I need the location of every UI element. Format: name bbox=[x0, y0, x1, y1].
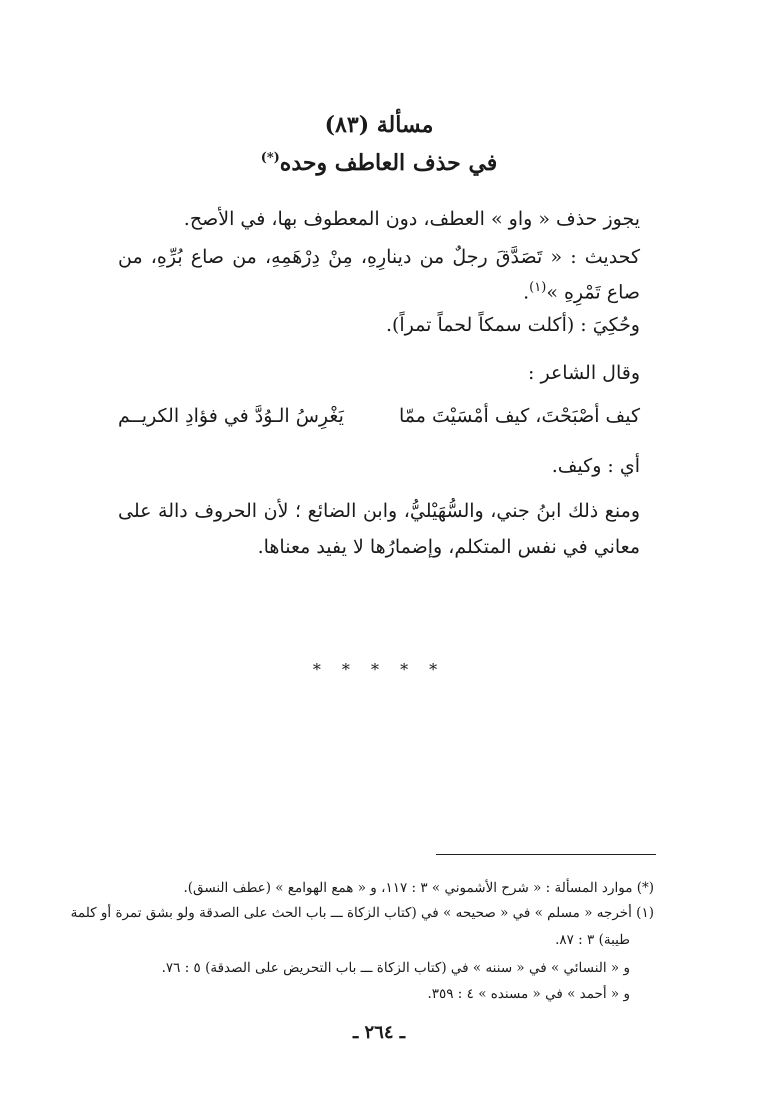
body-paragraph-line-7: ومنع ذلك ابنُ جني، والسُّهَيْليُّ، وابن الضائع ؛ لأن الحروف دالة على bbox=[118, 500, 640, 522]
hadith-end-period: . bbox=[523, 281, 530, 304]
subtitle-footnote-marker: (*) bbox=[260, 150, 280, 166]
body-paragraph-line-4: وحُكِيَ : (أكلت سمكاً لحماً تمراً). bbox=[385, 314, 640, 336]
footnote-1-line-4: و « أحمد » في « مسنده » ٤ : ٣٥٩. bbox=[427, 986, 630, 1002]
poet-intro: وقال الشاعر : bbox=[528, 362, 640, 384]
body-paragraph-line-1: يجوز حذف « واو » العطف، دون المعطوف بها، في الأصح. bbox=[183, 208, 640, 230]
footnote-1-line-1: (١) أخرجه « مسلم » في « صحيحه » في (كتاب الزكاة ـــ باب الحث على الصدقة ولو بشق تمرة أو كلمة bbox=[70, 905, 654, 921]
verse-first-hemistich: كيف أصْبَحْتَ، كيف أمْسَيْتَ ممّا bbox=[399, 405, 640, 427]
footnote-1-line-2: طيبة) ٣ : ٨٧. bbox=[555, 932, 630, 948]
body-paragraph-line-3 bbox=[523, 280, 640, 303]
verse-second-hemistich: يَغْرِسُ الـوُدَّ في فؤادِ الكريــم bbox=[118, 405, 344, 427]
footnote-1-line-3: و « النسائي » في « سننه » في (كتاب الزكاة ـــ باب التحريض على الصدقة) ٥ : ٧٦. bbox=[161, 960, 630, 976]
subtitle-text: في حذف العاطف وحده bbox=[279, 150, 498, 176]
hadith-end-text: صاع تَمْرِهِ » bbox=[546, 281, 640, 304]
footnote-star: (*) موارد المسألة : « شرح الأشموني » ٣ : ١١٧، و « همع الهوامع » (عطف النسق). bbox=[183, 880, 654, 896]
body-paragraph-line-6: أي : وكيف. bbox=[551, 455, 640, 477]
page-title: مسألة (٨٣) bbox=[324, 112, 434, 138]
body-paragraph-line-8: معاني في نفس المتكلم، وإضمارُها لا يفيد معناها. bbox=[257, 536, 640, 558]
body-paragraph-line-2: كحديث : « تَصَدَّقَ رجلٌ من دينارِهِ، مِنْ دِرْهَمِهِ، من صاع بُرِّهِ، من bbox=[118, 246, 640, 268]
footnote-divider bbox=[436, 854, 656, 855]
section-separator: * * * * * bbox=[312, 660, 446, 679]
page-number: ـ ٢٦٤ ـ bbox=[352, 1022, 406, 1043]
section-subtitle bbox=[0, 150, 758, 176]
footnote-marker-1: (١) bbox=[529, 280, 547, 295]
